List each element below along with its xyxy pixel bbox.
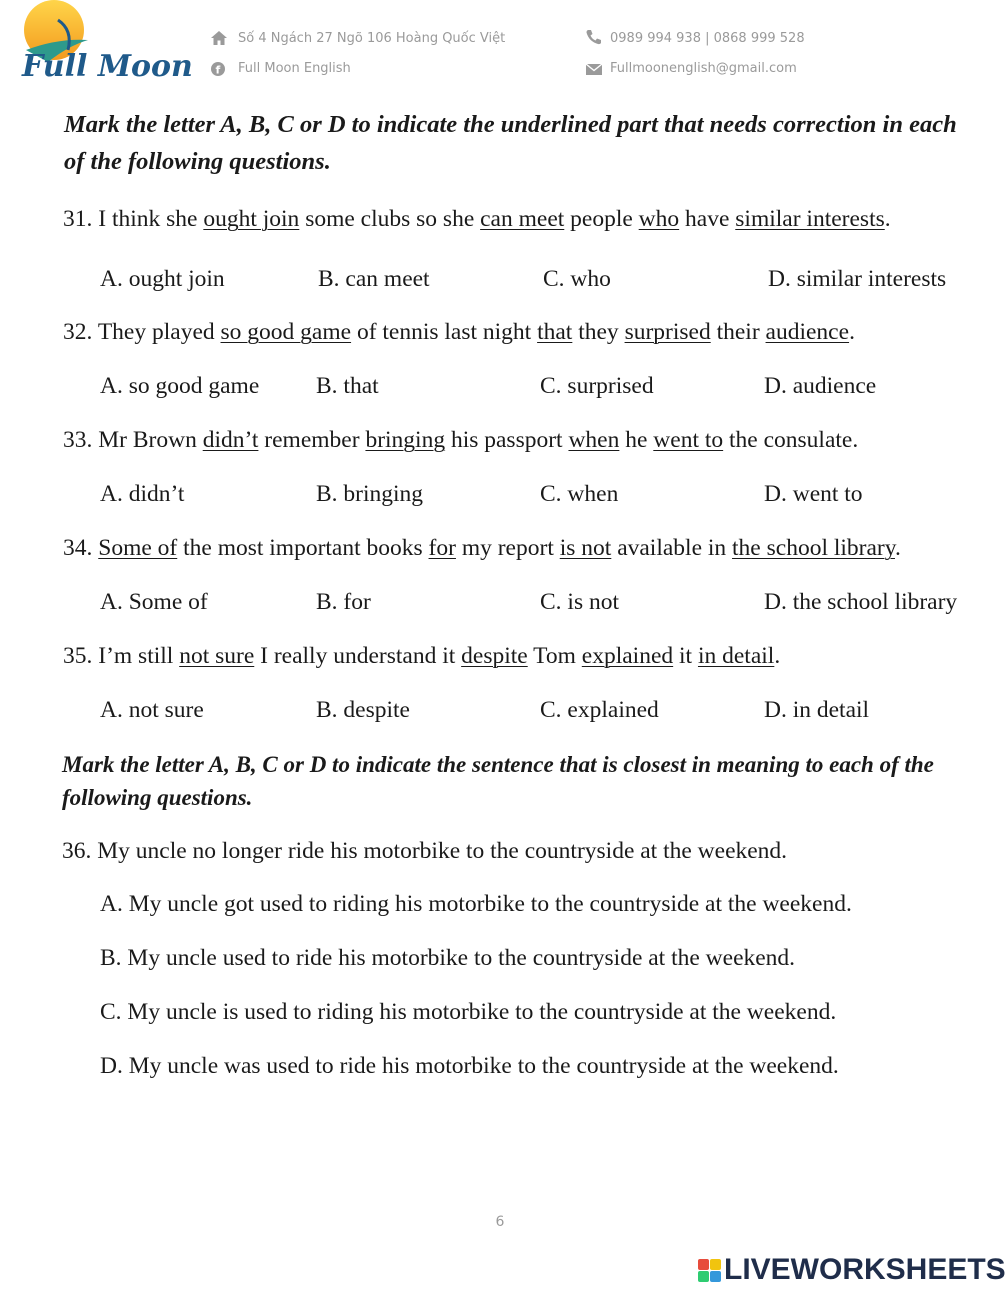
underlined-part: despite	[461, 643, 528, 669]
underlined-part: in detail	[697, 643, 775, 669]
underlined-part: that	[537, 319, 573, 345]
q36-option-a[interactable]: A. My uncle got used to riding his motorbike to the countryside at the weekend.	[100, 891, 852, 917]
section1-instruction: Mark the letter A, B, C or D to indicate the underlined part that needs correction in each of the following questions.	[64, 111, 957, 175]
q32-option-b[interactable]: B. that	[316, 373, 379, 399]
underlined-part: ought join	[203, 206, 300, 232]
header-phone: 0989 994 938 | 0868 999 528	[610, 31, 805, 46]
underlined-part: didn’t	[202, 427, 259, 453]
question-31: 31. I think she ought join some clubs so she can meet people who have similar interests.	[63, 206, 891, 232]
q34-option-a[interactable]: A. Some of	[100, 589, 208, 615]
page-number: 6	[495, 1214, 505, 1230]
underlined-part: the school library	[732, 535, 895, 561]
underlined-part: not sure	[179, 643, 255, 669]
phone-icon	[585, 29, 603, 50]
underlined-part: who	[638, 206, 680, 232]
underlined-part: explained	[581, 643, 674, 669]
underlined-part: is not	[559, 535, 612, 561]
facebook-icon	[210, 61, 228, 82]
header-address: Số 4 Ngách 27 Ngõ 106 Hoàng Quốc Việt	[238, 31, 506, 46]
q36-option-c[interactable]: C. My uncle is used to riding his motorbike to the countryside at the weekend.	[100, 999, 837, 1025]
logo-brand-text: Full Moon	[22, 49, 193, 84]
full-moon-logo	[18, 0, 193, 85]
q31-option-d[interactable]: D. similar interests	[768, 266, 947, 292]
q33-option-d[interactable]: D. went to	[764, 481, 863, 507]
question-35: 35. I’m still not sure I really understand it despite Tom explained it in detail.	[63, 643, 781, 669]
question-36: 36. My uncle no longer ride his motorbike to the countryside at the weekend.	[62, 838, 788, 864]
q31-option-b[interactable]: B. can meet	[318, 266, 430, 292]
q33-option-c[interactable]: C. when	[540, 481, 619, 507]
q32-option-a[interactable]: A. so good game	[100, 373, 260, 399]
q35-option-b[interactable]: B. despite	[316, 697, 410, 723]
question-34: 34. Some of the most important books for my report is not available in the school library.	[63, 535, 901, 561]
liveworksheets-watermark	[698, 1254, 1006, 1286]
liveworksheets-logo-icon	[698, 1259, 721, 1282]
underlined-part: when	[568, 427, 620, 453]
q35-option-c[interactable]: C. explained	[540, 697, 659, 723]
underlined-part: went to	[653, 427, 724, 453]
svg-text:f: f	[215, 63, 221, 77]
q34-option-b[interactable]: B. for	[316, 589, 371, 615]
header-email: Fullmoonenglish@gmail.com	[610, 61, 797, 76]
q32-option-d[interactable]: D. audience	[764, 373, 877, 399]
underlined-part: can meet	[480, 206, 565, 232]
header-facebook: Full Moon English	[238, 61, 351, 76]
section2-instruction: Mark the letter A, B, C or D to indicate the sentence that is closest in meaning to each of the following questions.	[62, 752, 934, 810]
q34-option-c[interactable]: C. is not	[540, 589, 620, 615]
q33-option-a[interactable]: A. didn’t	[100, 481, 185, 507]
q36-option-b[interactable]: B. My uncle used to ride his motorbike to the countryside at the weekend.	[100, 945, 796, 971]
underlined-part: for	[428, 535, 456, 561]
q33-option-b[interactable]: B. bringing	[316, 481, 424, 507]
q35-option-d[interactable]: D. in detail	[764, 697, 870, 723]
underlined-part: audience	[765, 319, 850, 345]
mail-icon	[585, 61, 603, 82]
q36-option-d[interactable]: D. My uncle was used to ride his motorbike to the countryside at the weekend.	[100, 1053, 839, 1079]
q35-option-a[interactable]: A. not sure	[100, 697, 204, 723]
q34-option-d[interactable]: D. the school library	[764, 589, 958, 615]
q32-option-c[interactable]: C. surprised	[540, 373, 654, 399]
home-icon	[210, 30, 228, 51]
liveworksheets-text: LIVEWORKSHEETS	[724, 1253, 1006, 1286]
underlined-part: surprised	[624, 319, 711, 345]
question-32: 32. They played so good game of tennis last night that they surprised their audience.	[63, 319, 855, 345]
q31-option-a[interactable]: A. ought join	[100, 266, 225, 292]
question-33: 33. Mr Brown didn’t remember bringing his passport when he went to the consulate.	[63, 427, 859, 453]
q31-option-c[interactable]: C. who	[543, 266, 611, 292]
underlined-part: so good game	[220, 319, 352, 345]
underlined-part: Some of	[98, 535, 178, 561]
underlined-part: bringing	[365, 427, 446, 453]
underlined-part: similar interests	[735, 206, 885, 232]
